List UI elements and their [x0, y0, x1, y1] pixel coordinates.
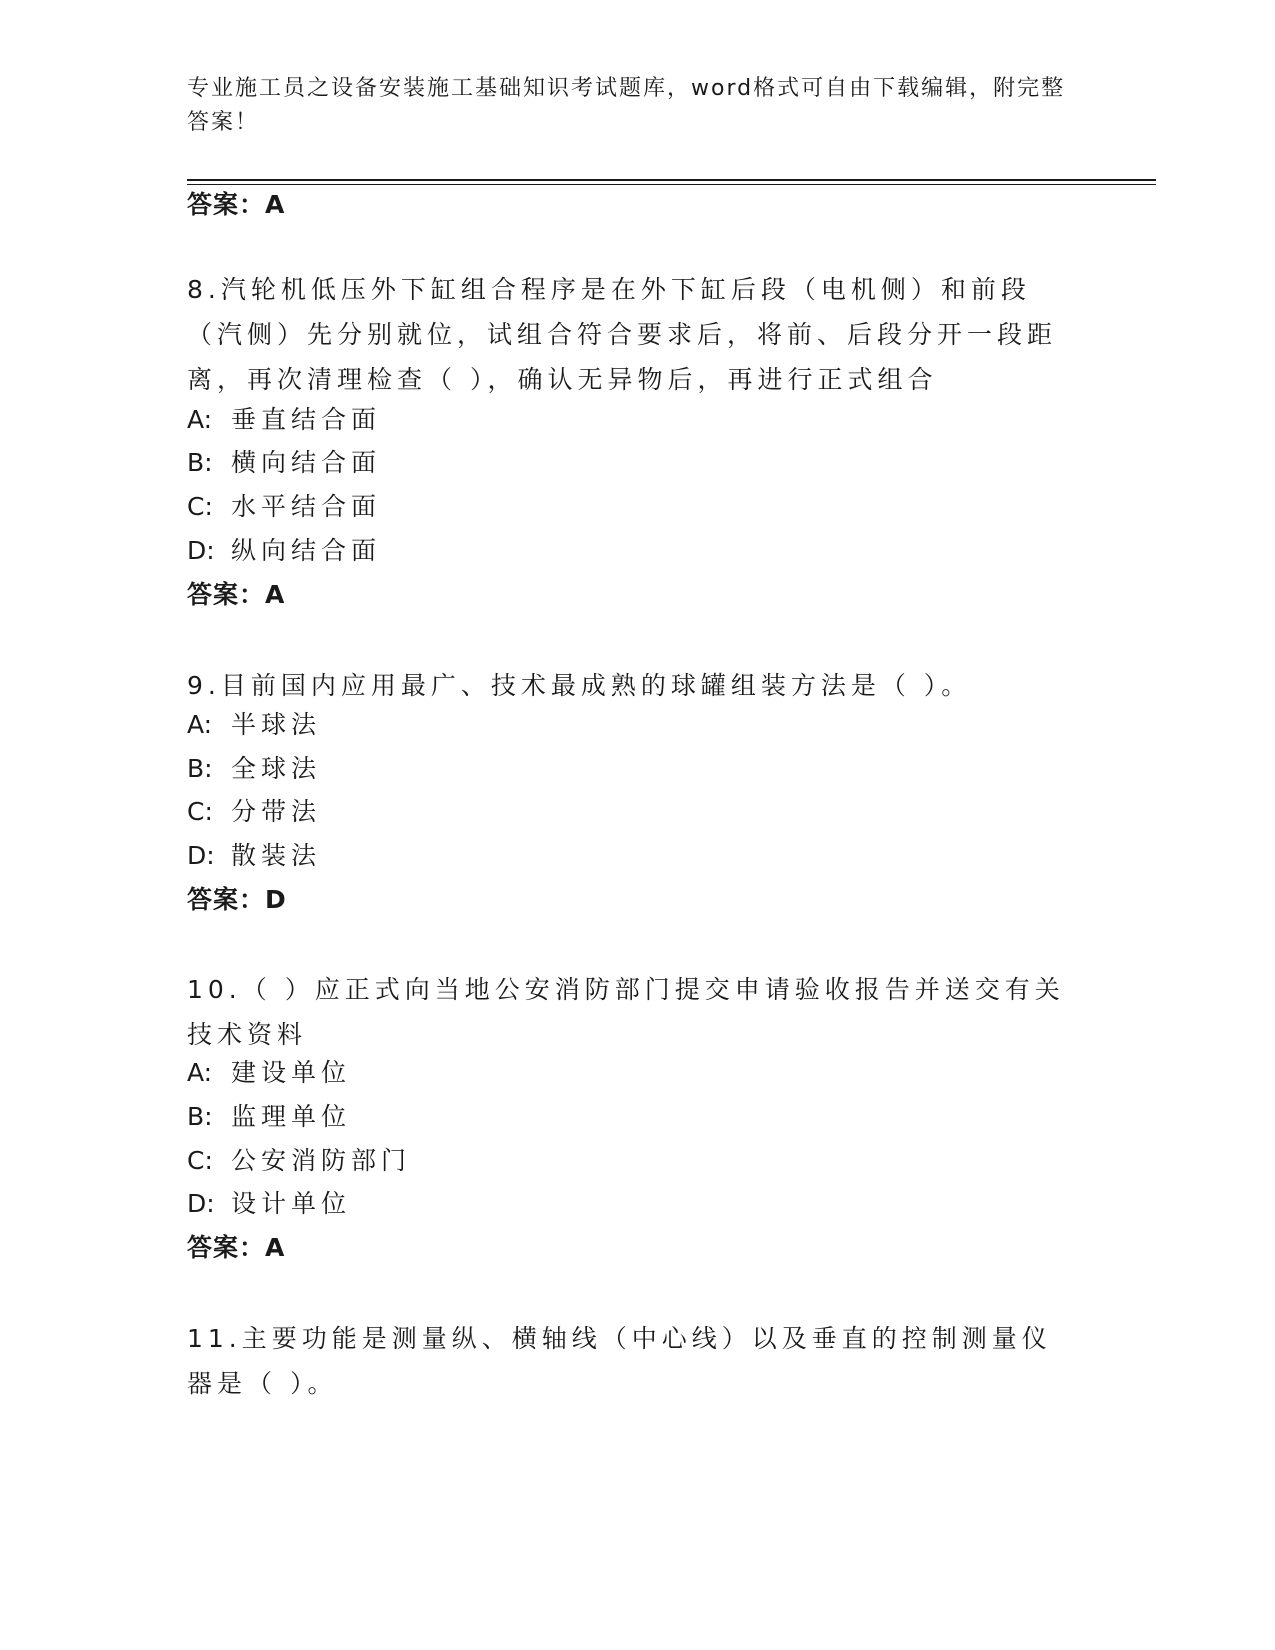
option-text: 纵向结合面: [231, 536, 382, 565]
option-text: 半球法: [231, 710, 322, 739]
option-letter: D:: [187, 841, 215, 870]
question-10-option-d: [187, 1189, 351, 1219]
option-letter: D:: [187, 536, 215, 565]
option-text: 监理单位: [231, 1102, 352, 1131]
option-text: 散装法: [231, 841, 322, 870]
option-text: 全球法: [231, 754, 322, 783]
question-9-option-b: [187, 754, 321, 784]
option-text: 公安消防部门: [231, 1146, 412, 1175]
question-9-option-c: [187, 797, 321, 827]
option-letter: B:: [187, 754, 213, 783]
question-9-option-d: [187, 841, 321, 871]
option-text: 建设单位: [231, 1058, 352, 1087]
previous-answer: 答案：A: [187, 190, 286, 219]
question-8-text: 8.汽轮机低压外下缸组合程序是在外下缸后段（电机侧）和前段（汽侧）先分别就位，试组合符合要求后，将前、后段分开一段距离，再次清理检查（ ），确认无异物后，再进行正式组合: [187, 275, 1058, 394]
option-text: 水平结合面: [231, 492, 382, 521]
option-letter: B:: [187, 448, 213, 477]
question-10-option-a: [187, 1058, 351, 1088]
question-10-text: 10.（ ）应正式向当地公安消防部门提交申请验收报告并送交有关技术资料: [187, 975, 1065, 1049]
option-letter: C:: [187, 492, 213, 521]
option-letter: C:: [187, 797, 213, 826]
question-11-text: 11.主要功能是测量纵、横轴线（中心线）以及垂直的控制测量仪器是（ ）。: [187, 1324, 1052, 1398]
question-9-text: 9.目前国内应用最广、技术最成熟的球罐组装方法是（ ）。: [187, 671, 972, 700]
question-8-option-a: [187, 405, 381, 435]
question-9-answer: 答案：D: [187, 885, 287, 914]
question-8-option-c: [187, 492, 381, 522]
question-10-option-c: [187, 1146, 411, 1176]
header-divider-thick: [187, 179, 1156, 181]
option-text: 分带法: [231, 797, 322, 826]
option-letter: A:: [187, 405, 213, 434]
option-text: 垂直结合面: [231, 405, 382, 434]
header-divider-thin: [187, 184, 1156, 185]
option-text: 设计单位: [231, 1189, 352, 1218]
option-letter: B:: [187, 1102, 213, 1131]
option-letter: A:: [187, 710, 213, 739]
question-8-option-b: [187, 448, 381, 478]
question-10-answer: 答案：A: [187, 1233, 286, 1262]
option-text: 横向结合面: [231, 448, 382, 477]
option-letter: A:: [187, 1058, 213, 1087]
question-10-option-b: [187, 1102, 351, 1132]
option-letter: D:: [187, 1189, 215, 1218]
option-letter: C:: [187, 1146, 213, 1175]
question-8-answer: 答案：A: [187, 580, 286, 609]
question-9-option-a: [187, 710, 321, 740]
document-header: 专业施工员之设备安装施工基础知识考试题库，word格式可自由下载编辑，附完整答案！: [187, 76, 1066, 135]
question-8-option-d: [187, 536, 381, 566]
